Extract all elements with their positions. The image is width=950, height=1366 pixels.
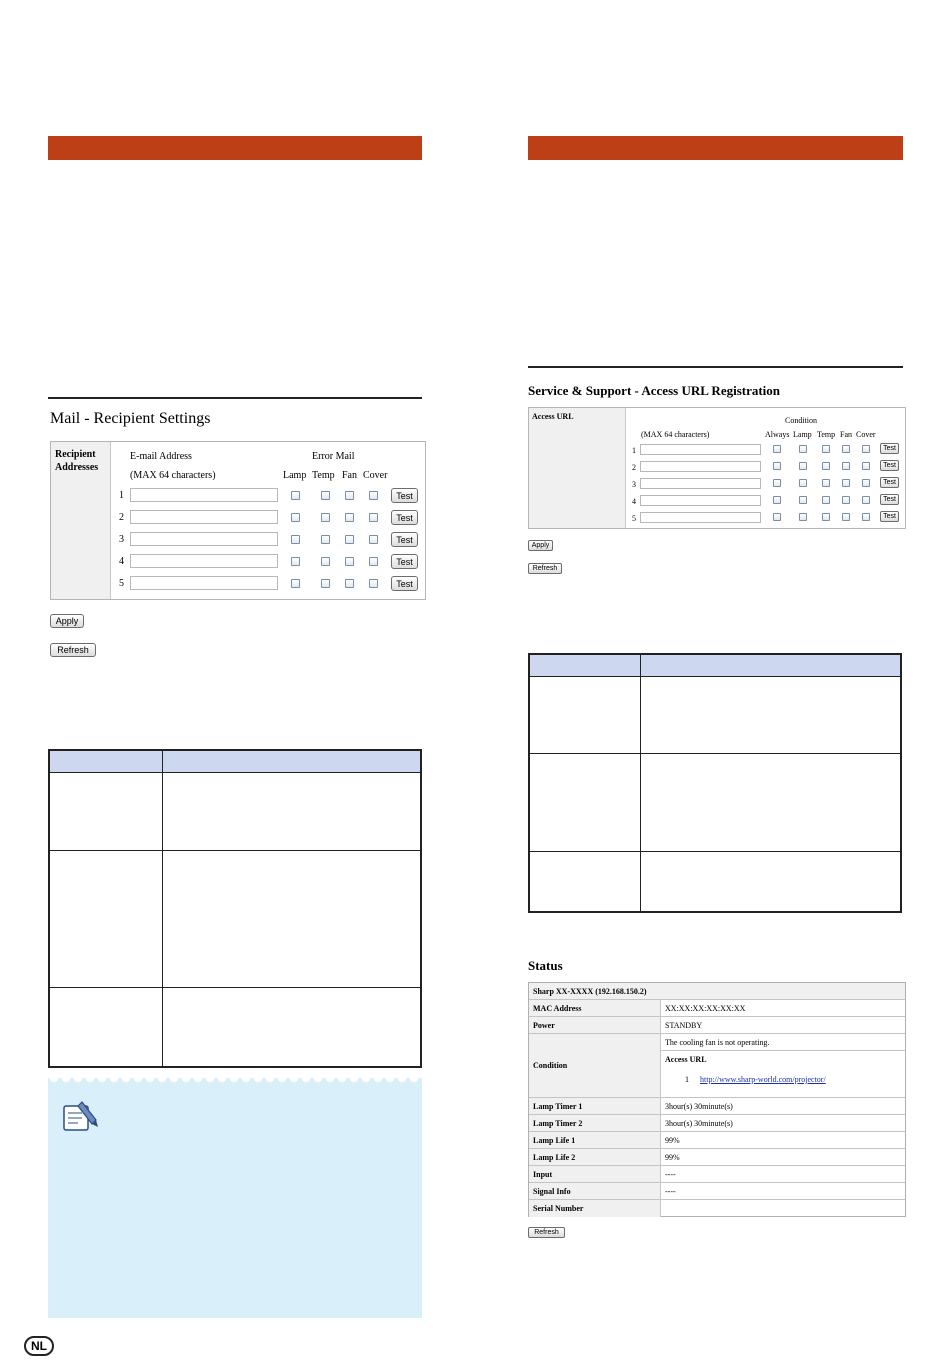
- lamp-checkbox-3[interactable]: [291, 535, 300, 544]
- pencil-note-icon: [62, 1100, 102, 1134]
- url-max-chars-header: (MAX 64 characters): [641, 430, 710, 439]
- lamp-checkbox-2[interactable]: [799, 462, 807, 470]
- cover-checkbox-5[interactable]: [862, 513, 870, 521]
- right-description-table: [528, 653, 902, 913]
- lamp-checkbox-4[interactable]: [291, 557, 300, 566]
- url-test-button-4[interactable]: Test: [880, 494, 899, 505]
- status-row: [529, 1115, 905, 1132]
- lamp-checkbox-5[interactable]: [291, 579, 300, 588]
- section-rule-left: [48, 397, 422, 399]
- fan-checkbox-3[interactable]: [345, 535, 354, 544]
- row-number: 4: [119, 556, 124, 567]
- cover-checkbox-3[interactable]: [369, 535, 378, 544]
- row-number: 1: [632, 446, 636, 455]
- mail-refresh-button[interactable]: Refresh: [50, 643, 96, 657]
- signal-info-label: Signal Info: [529, 1183, 661, 1199]
- status-condition-row: [529, 1034, 905, 1098]
- lamp-life-2-value: 99%: [665, 1152, 680, 1162]
- lamp-timer-1-label: Lamp Timer 1: [529, 1098, 661, 1114]
- left-description-table: [48, 749, 422, 1068]
- url-refresh-button[interactable]: Refresh: [528, 563, 562, 574]
- lamp-checkbox-2[interactable]: [291, 513, 300, 522]
- mac-address-value: XX:XX:XX:XX:XX:XX: [665, 1003, 746, 1013]
- always-checkbox-1[interactable]: [773, 445, 781, 453]
- lamp-timer-2-label: Lamp Timer 2: [529, 1115, 661, 1131]
- always-header: Always: [765, 430, 790, 439]
- access-url-panel: [528, 407, 906, 529]
- email-input-1[interactable]: [130, 488, 278, 502]
- access-url-number: 1: [685, 1075, 689, 1084]
- fan-checkbox-5[interactable]: [345, 579, 354, 588]
- status-row: [529, 1017, 905, 1034]
- fan-header: Fan: [342, 470, 357, 481]
- table-column-divider: [162, 751, 163, 1066]
- table-header-row: [530, 655, 900, 677]
- status-row: [529, 1166, 905, 1183]
- always-checkbox-5[interactable]: [773, 513, 781, 521]
- mail-settings-title: Mail - Recipient Settings: [50, 410, 211, 427]
- access-url-label: Access URL: [529, 408, 626, 528]
- test-button-2[interactable]: Test: [391, 510, 418, 525]
- url-test-button-5[interactable]: Test: [880, 511, 899, 522]
- fan-checkbox-3[interactable]: [842, 479, 850, 487]
- status-device-row: [529, 983, 905, 1000]
- row-number: 3: [119, 534, 124, 545]
- test-button-4[interactable]: Test: [391, 554, 418, 569]
- condition-value-cell: [661, 1034, 905, 1051]
- temp-checkbox-5[interactable]: [822, 513, 830, 521]
- row-number: 1: [119, 490, 124, 501]
- status-row: [529, 1000, 905, 1017]
- lamp-header: Lamp: [793, 430, 812, 439]
- cover-checkbox-4[interactable]: [369, 557, 378, 566]
- cover-checkbox-2[interactable]: [369, 513, 378, 522]
- table-row-divider: [530, 753, 900, 754]
- row-number: 4: [632, 497, 636, 506]
- always-checkbox-3[interactable]: [773, 479, 781, 487]
- serial-number-label: Serial Number: [529, 1200, 661, 1217]
- status-title: Status: [528, 958, 563, 973]
- row-number: 5: [119, 578, 124, 589]
- cover-header: Cover: [856, 430, 876, 439]
- section-header-bar-right: [528, 136, 903, 160]
- fan-checkbox-5[interactable]: [842, 513, 850, 521]
- email-input-3[interactable]: [130, 532, 278, 546]
- temp-checkbox-2[interactable]: [822, 462, 830, 470]
- language-badge: NL: [24, 1336, 54, 1356]
- row-number: 2: [632, 463, 636, 472]
- cover-checkbox-1[interactable]: [862, 445, 870, 453]
- fan-checkbox-1[interactable]: [842, 445, 850, 453]
- section-header-bar-left: [48, 136, 422, 160]
- temp-header: Temp: [312, 470, 335, 481]
- lamp-checkbox-4[interactable]: [799, 496, 807, 504]
- temp-checkbox-3[interactable]: [321, 535, 330, 544]
- lamp-life-1-value: 99%: [665, 1135, 680, 1145]
- email-address-header: E-mail Address: [130, 451, 192, 462]
- lamp-life-2-label: Lamp Life 2: [529, 1149, 661, 1165]
- email-max-chars-header: (MAX 64 characters): [130, 470, 216, 481]
- always-checkbox-2[interactable]: [773, 462, 781, 470]
- access-url-status-label: Access URL: [665, 1055, 707, 1064]
- condition-value: The cooling fan is not operating.: [665, 1037, 770, 1047]
- temp-header: Temp: [817, 430, 836, 439]
- email-input-2[interactable]: [130, 510, 278, 524]
- email-input-5[interactable]: [130, 576, 278, 590]
- table-row-divider: [530, 851, 900, 852]
- cover-checkbox-1[interactable]: [369, 491, 378, 500]
- lamp-checkbox-3[interactable]: [799, 479, 807, 487]
- lamp-timer-1-value: 3hour(s) 30minute(s): [665, 1101, 733, 1111]
- test-button-5[interactable]: Test: [391, 576, 418, 591]
- section-rule-right: [528, 366, 903, 368]
- table-row-divider: [50, 850, 420, 851]
- device-name: Sharp XX-XXXX (192.168.150.2): [533, 986, 647, 996]
- cover-checkbox-2[interactable]: [862, 462, 870, 470]
- access-url-link[interactable]: http://www.sharp-world.com/projector/: [700, 1075, 826, 1084]
- always-checkbox-4[interactable]: [773, 496, 781, 504]
- fan-header: Fan: [840, 430, 852, 439]
- temp-checkbox-2[interactable]: [321, 513, 330, 522]
- url-input-2[interactable]: [640, 461, 761, 472]
- status-row: [529, 1132, 905, 1149]
- lamp-checkbox-5[interactable]: [799, 513, 807, 521]
- temp-checkbox-3[interactable]: [822, 479, 830, 487]
- temp-checkbox-4[interactable]: [822, 496, 830, 504]
- table-row-divider: [50, 987, 420, 988]
- url-test-button-3[interactable]: Test: [880, 477, 899, 488]
- power-value: STANDBY: [665, 1020, 703, 1030]
- status-refresh-button[interactable]: Refresh: [528, 1227, 565, 1238]
- mac-address-label: MAC Address: [529, 1000, 661, 1016]
- cover-checkbox-4[interactable]: [862, 496, 870, 504]
- input-value: ----: [665, 1169, 676, 1179]
- test-button-3[interactable]: Test: [391, 532, 418, 547]
- url-test-button-1[interactable]: Test: [880, 443, 899, 454]
- fan-checkbox-4[interactable]: [345, 557, 354, 566]
- status-table: [528, 982, 906, 1217]
- temp-checkbox-1[interactable]: [321, 491, 330, 500]
- note-box: [48, 1078, 422, 1318]
- url-input-4[interactable]: [640, 495, 761, 506]
- lamp-checkbox-1[interactable]: [291, 491, 300, 500]
- lamp-header: Lamp: [283, 470, 307, 481]
- access-url-title: Service & Support - Access URL Registration: [528, 383, 781, 398]
- condition-header: Condition: [785, 416, 818, 425]
- status-row: [529, 1183, 905, 1200]
- status-row: [529, 1098, 905, 1115]
- cover-checkbox-5[interactable]: [369, 579, 378, 588]
- url-input-5[interactable]: [640, 512, 761, 523]
- row-number: 3: [632, 480, 636, 489]
- table-column-divider: [640, 655, 641, 911]
- url-input-1[interactable]: [640, 444, 761, 455]
- fan-checkbox-1[interactable]: [345, 491, 354, 500]
- url-input-3[interactable]: [640, 478, 761, 489]
- fan-checkbox-2[interactable]: [842, 462, 850, 470]
- status-row: [529, 1149, 905, 1166]
- lamp-life-1-label: Lamp Life 1: [529, 1132, 661, 1148]
- row-number: 2: [119, 512, 124, 523]
- table-header-row: [50, 751, 420, 773]
- row-number: 5: [632, 514, 636, 523]
- status-row: [529, 1200, 905, 1217]
- url-test-button-2[interactable]: Test: [880, 460, 899, 471]
- lamp-checkbox-1[interactable]: [799, 445, 807, 453]
- cover-header: Cover: [363, 470, 388, 481]
- lamp-timer-2-value: 3hour(s) 30minute(s): [665, 1118, 733, 1128]
- mail-recipient-panel: [50, 441, 426, 600]
- error-mail-header: Error Mail: [312, 451, 355, 462]
- cover-checkbox-3[interactable]: [862, 479, 870, 487]
- fan-checkbox-2[interactable]: [345, 513, 354, 522]
- test-button-1[interactable]: Test: [391, 488, 418, 503]
- temp-checkbox-1[interactable]: [822, 445, 830, 453]
- input-label: Input: [529, 1166, 661, 1182]
- url-apply-button[interactable]: Apply: [528, 540, 553, 551]
- recipient-addresses-label: Recipient Addresses: [51, 442, 111, 599]
- note-scallop-edge: [48, 1078, 422, 1086]
- email-input-4[interactable]: [130, 554, 278, 568]
- signal-info-value: ----: [665, 1186, 676, 1196]
- temp-checkbox-4[interactable]: [321, 557, 330, 566]
- power-label: Power: [529, 1017, 661, 1033]
- mail-apply-button[interactable]: Apply: [50, 614, 84, 628]
- condition-label: Condition: [529, 1034, 661, 1097]
- temp-checkbox-5[interactable]: [321, 579, 330, 588]
- fan-checkbox-4[interactable]: [842, 496, 850, 504]
